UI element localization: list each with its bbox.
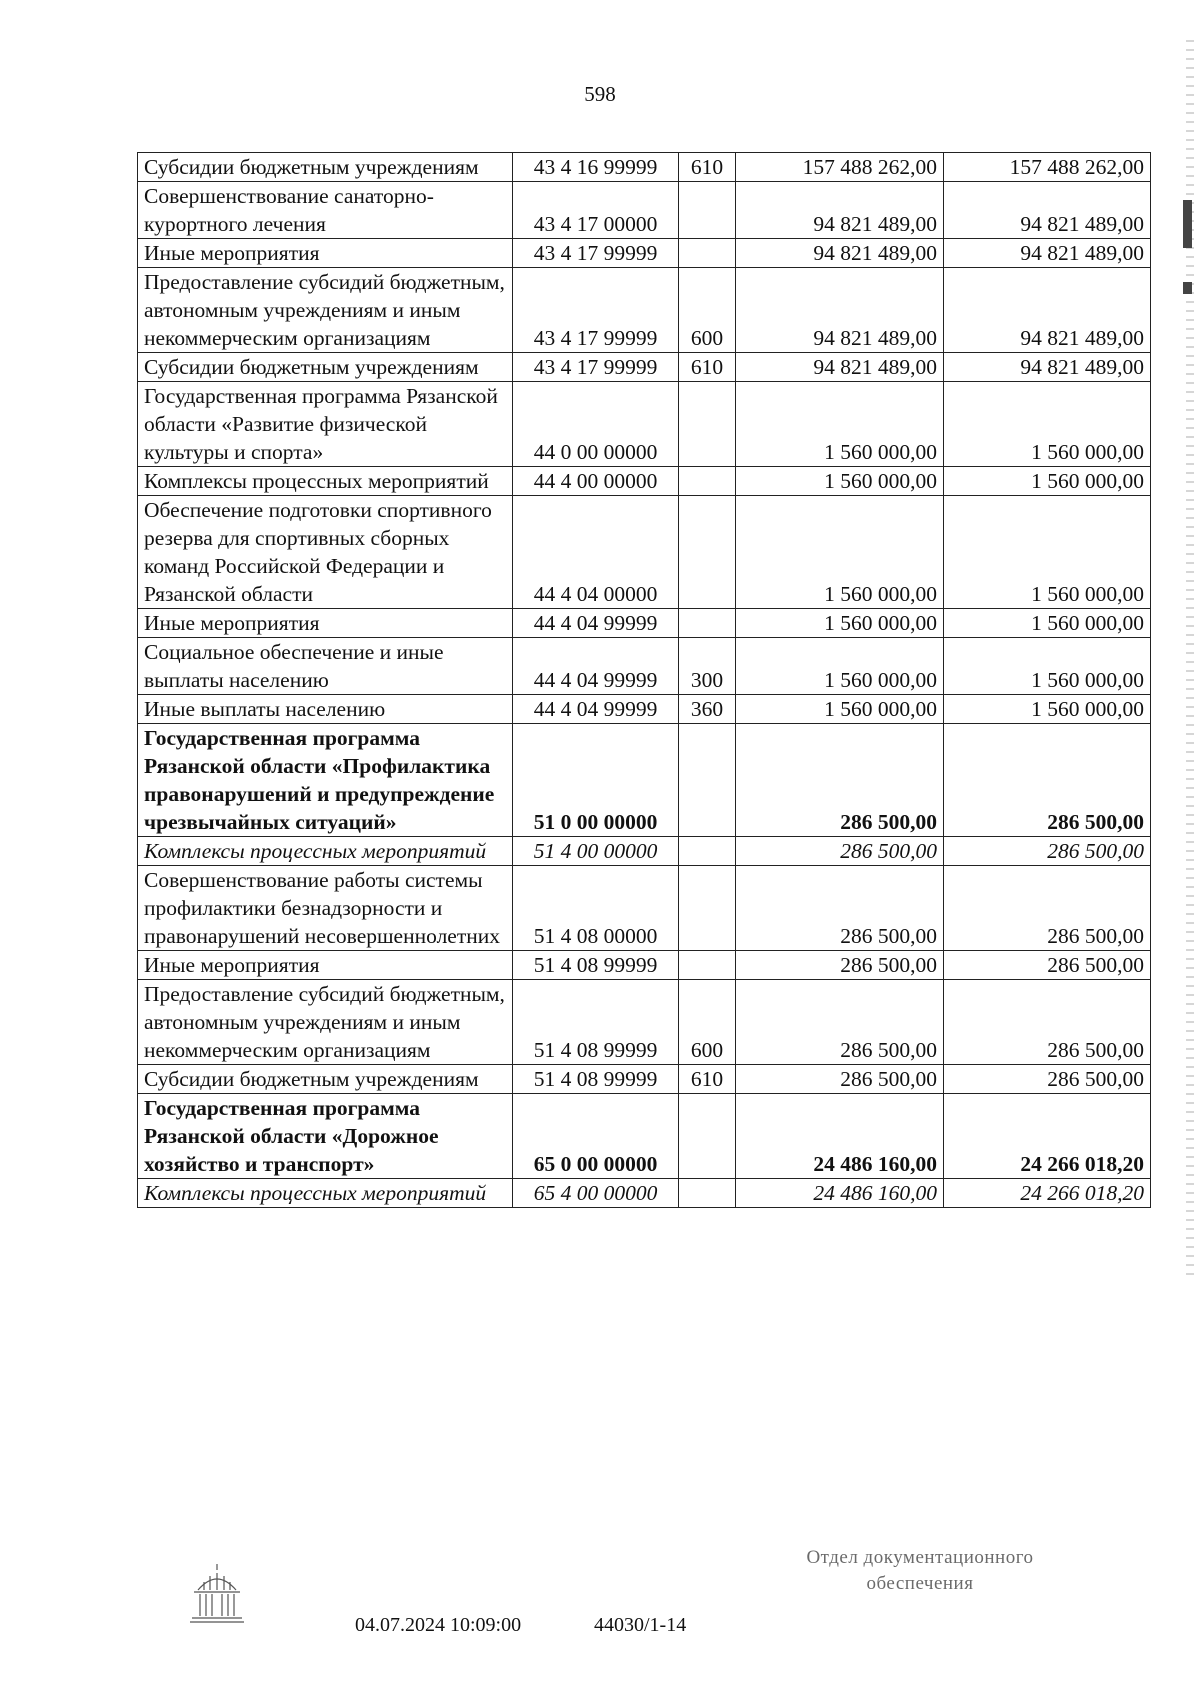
row-name-cell: Совершенствование санаторно-курортного лечения bbox=[138, 182, 513, 239]
row-code-cell: 51 4 08 99999 bbox=[513, 1065, 679, 1094]
row-amount-year1-cell: 94 821 489,00 bbox=[736, 353, 944, 382]
row-amount-year2-cell: 286 500,00 bbox=[944, 866, 1151, 951]
row-code-cell: 65 0 00 00000 bbox=[513, 1094, 679, 1179]
row-expense-type-cell: 610 bbox=[679, 1065, 736, 1094]
row-expense-type-cell bbox=[679, 866, 736, 951]
budget-table-body bbox=[138, 153, 1151, 1208]
row-code-cell: 44 4 04 99999 bbox=[513, 638, 679, 695]
row-expense-type-cell bbox=[679, 837, 736, 866]
row-amount-year1-cell: 1 560 000,00 bbox=[736, 609, 944, 638]
row-amount-year1-cell: 94 821 489,00 bbox=[736, 239, 944, 268]
row-amount-year2-cell: 94 821 489,00 bbox=[944, 353, 1151, 382]
row-amount-year1-cell: 1 560 000,00 bbox=[736, 382, 944, 467]
row-name-cell: Обеспечение подготовки спортивного резерва для спортивных сборных команд Российской Федерации и Рязанской области bbox=[138, 496, 513, 609]
row-code-cell: 51 4 08 99999 bbox=[513, 980, 679, 1065]
table-row bbox=[138, 182, 1151, 239]
row-amount-year1-cell: 286 500,00 bbox=[736, 951, 944, 980]
row-name-cell: Государственная программа Рязанской области «Развитие физической культуры и спорта» bbox=[138, 382, 513, 467]
row-amount-year2-cell: 286 500,00 bbox=[944, 724, 1151, 837]
table-row bbox=[138, 980, 1151, 1065]
row-amount-year2-cell: 286 500,00 bbox=[944, 951, 1151, 980]
row-name-cell: Комплексы процессных мероприятий bbox=[138, 467, 513, 496]
stamp-line-1: Отдел документационного bbox=[806, 1547, 1034, 1568]
row-name-cell: Иные мероприятия bbox=[138, 239, 513, 268]
footer-datetime: 04.07.2024 10:09:00 bbox=[355, 1614, 522, 1636]
row-amount-year2-cell: 1 560 000,00 bbox=[944, 695, 1151, 724]
row-amount-year1-cell: 286 500,00 bbox=[736, 866, 944, 951]
row-name-cell: Предоставление субсидий бюджетным, автономным учреждениям и иным некоммерческим организациям bbox=[138, 980, 513, 1065]
stamp-line-2: обеспечения bbox=[866, 1573, 974, 1594]
row-amount-year2-cell: 1 560 000,00 bbox=[944, 496, 1151, 609]
row-amount-year2-cell: 1 560 000,00 bbox=[944, 382, 1151, 467]
row-code-cell: 43 4 17 00000 bbox=[513, 182, 679, 239]
building-emblem-icon bbox=[186, 1560, 248, 1626]
table-row bbox=[138, 1094, 1151, 1179]
row-code-cell: 51 4 00 00000 bbox=[513, 837, 679, 866]
table-row bbox=[138, 695, 1151, 724]
row-name-cell: Совершенствование работы системы профилактики безнадзорности и правонарушений несовершеннолетних bbox=[138, 866, 513, 951]
table-row bbox=[138, 837, 1151, 866]
row-amount-year2-cell: 286 500,00 bbox=[944, 1065, 1151, 1094]
row-amount-year1-cell: 24 486 160,00 bbox=[736, 1179, 944, 1208]
table-row bbox=[138, 496, 1151, 609]
row-amount-year2-cell: 286 500,00 bbox=[944, 980, 1151, 1065]
row-name-cell: Комплексы процессных мероприятий bbox=[138, 837, 513, 866]
row-amount-year2-cell: 157 488 262,00 bbox=[944, 153, 1151, 182]
table-row bbox=[138, 1065, 1151, 1094]
row-amount-year2-cell: 286 500,00 bbox=[944, 837, 1151, 866]
table-row bbox=[138, 467, 1151, 496]
row-code-cell: 44 4 00 00000 bbox=[513, 467, 679, 496]
row-code-cell: 51 4 08 99999 bbox=[513, 951, 679, 980]
row-name-cell: Предоставление субсидий бюджетным, автономным учреждениям и иным некоммерческим организациям bbox=[138, 268, 513, 353]
row-name-cell: Комплексы процессных мероприятий bbox=[138, 1179, 513, 1208]
row-amount-year1-cell: 286 500,00 bbox=[736, 724, 944, 837]
row-amount-year2-cell: 24 266 018,20 bbox=[944, 1094, 1151, 1179]
row-expense-type-cell: 360 bbox=[679, 695, 736, 724]
table-row bbox=[138, 951, 1151, 980]
row-expense-type-cell: 600 bbox=[679, 268, 736, 353]
row-code-cell: 44 4 04 99999 bbox=[513, 695, 679, 724]
department-stamp bbox=[770, 1545, 1070, 1597]
row-expense-type-cell: 610 bbox=[679, 153, 736, 182]
row-amount-year1-cell: 286 500,00 bbox=[736, 980, 944, 1065]
row-amount-year1-cell: 157 488 262,00 bbox=[736, 153, 944, 182]
row-amount-year2-cell: 94 821 489,00 bbox=[944, 239, 1151, 268]
row-name-cell: Государственная программа Рязанской области «Дорожное хозяйство и транспорт» bbox=[138, 1094, 513, 1179]
row-code-cell: 43 4 16 99999 bbox=[513, 153, 679, 182]
row-amount-year1-cell: 1 560 000,00 bbox=[736, 638, 944, 695]
row-code-cell: 44 4 04 00000 bbox=[513, 496, 679, 609]
row-expense-type-cell bbox=[679, 1179, 736, 1208]
row-amount-year1-cell: 286 500,00 bbox=[736, 1065, 944, 1094]
table-row bbox=[138, 638, 1151, 695]
row-name-cell: Социальное обеспечение и иные выплаты населению bbox=[138, 638, 513, 695]
row-code-cell: 44 0 00 00000 bbox=[513, 382, 679, 467]
row-amount-year2-cell: 94 821 489,00 bbox=[944, 268, 1151, 353]
row-name-cell: Субсидии бюджетным учреждениям bbox=[138, 353, 513, 382]
table-row bbox=[138, 866, 1151, 951]
table-row bbox=[138, 268, 1151, 353]
budget-table bbox=[137, 152, 1151, 1208]
row-name-cell: Иные выплаты населению bbox=[138, 695, 513, 724]
row-expense-type-cell bbox=[679, 1094, 736, 1179]
row-expense-type-cell bbox=[679, 182, 736, 239]
scan-mark bbox=[1183, 200, 1192, 248]
table-row bbox=[138, 382, 1151, 467]
table-row bbox=[138, 239, 1151, 268]
footer-doc-number: 44030/1-14 bbox=[594, 1614, 687, 1636]
table-row bbox=[138, 724, 1151, 837]
row-amount-year1-cell: 94 821 489,00 bbox=[736, 182, 944, 239]
row-expense-type-cell bbox=[679, 496, 736, 609]
table-row bbox=[138, 353, 1151, 382]
row-name-cell: Иные мероприятия bbox=[138, 609, 513, 638]
row-amount-year1-cell: 24 486 160,00 bbox=[736, 1094, 944, 1179]
row-amount-year1-cell: 1 560 000,00 bbox=[736, 695, 944, 724]
page-number: 598 bbox=[584, 82, 616, 106]
row-expense-type-cell bbox=[679, 382, 736, 467]
row-code-cell: 43 4 17 99999 bbox=[513, 268, 679, 353]
row-expense-type-cell bbox=[679, 724, 736, 837]
row-expense-type-cell bbox=[679, 609, 736, 638]
row-expense-type-cell: 600 bbox=[679, 980, 736, 1065]
row-amount-year1-cell: 286 500,00 bbox=[736, 837, 944, 866]
row-name-cell: Субсидии бюджетным учреждениям bbox=[138, 1065, 513, 1094]
row-code-cell: 44 4 04 99999 bbox=[513, 609, 679, 638]
row-code-cell: 51 0 00 00000 bbox=[513, 724, 679, 837]
row-amount-year2-cell: 94 821 489,00 bbox=[944, 182, 1151, 239]
row-amount-year2-cell: 1 560 000,00 bbox=[944, 467, 1151, 496]
table-row bbox=[138, 1179, 1151, 1208]
row-name-cell: Субсидии бюджетным учреждениям bbox=[138, 153, 513, 182]
row-code-cell: 51 4 08 00000 bbox=[513, 866, 679, 951]
row-amount-year2-cell: 1 560 000,00 bbox=[944, 609, 1151, 638]
scan-mark bbox=[1183, 282, 1192, 294]
row-expense-type-cell: 300 bbox=[679, 638, 736, 695]
row-expense-type-cell bbox=[679, 951, 736, 980]
row-expense-type-cell bbox=[679, 239, 736, 268]
row-amount-year2-cell: 1 560 000,00 bbox=[944, 638, 1151, 695]
row-code-cell: 43 4 17 99999 bbox=[513, 353, 679, 382]
table-row bbox=[138, 153, 1151, 182]
row-expense-type-cell bbox=[679, 467, 736, 496]
row-amount-year1-cell: 1 560 000,00 bbox=[736, 496, 944, 609]
row-amount-year1-cell: 1 560 000,00 bbox=[736, 467, 944, 496]
row-code-cell: 65 4 00 00000 bbox=[513, 1179, 679, 1208]
row-code-cell: 43 4 17 99999 bbox=[513, 239, 679, 268]
row-amount-year1-cell: 94 821 489,00 bbox=[736, 268, 944, 353]
row-amount-year2-cell: 24 266 018,20 bbox=[944, 1179, 1151, 1208]
row-name-cell: Государственная программа Рязанской области «Профилактика правонарушений и предупреждение чрезвычайных ситуаций» bbox=[138, 724, 513, 837]
row-name-cell: Иные мероприятия bbox=[138, 951, 513, 980]
table-row bbox=[138, 609, 1151, 638]
row-expense-type-cell: 610 bbox=[679, 353, 736, 382]
